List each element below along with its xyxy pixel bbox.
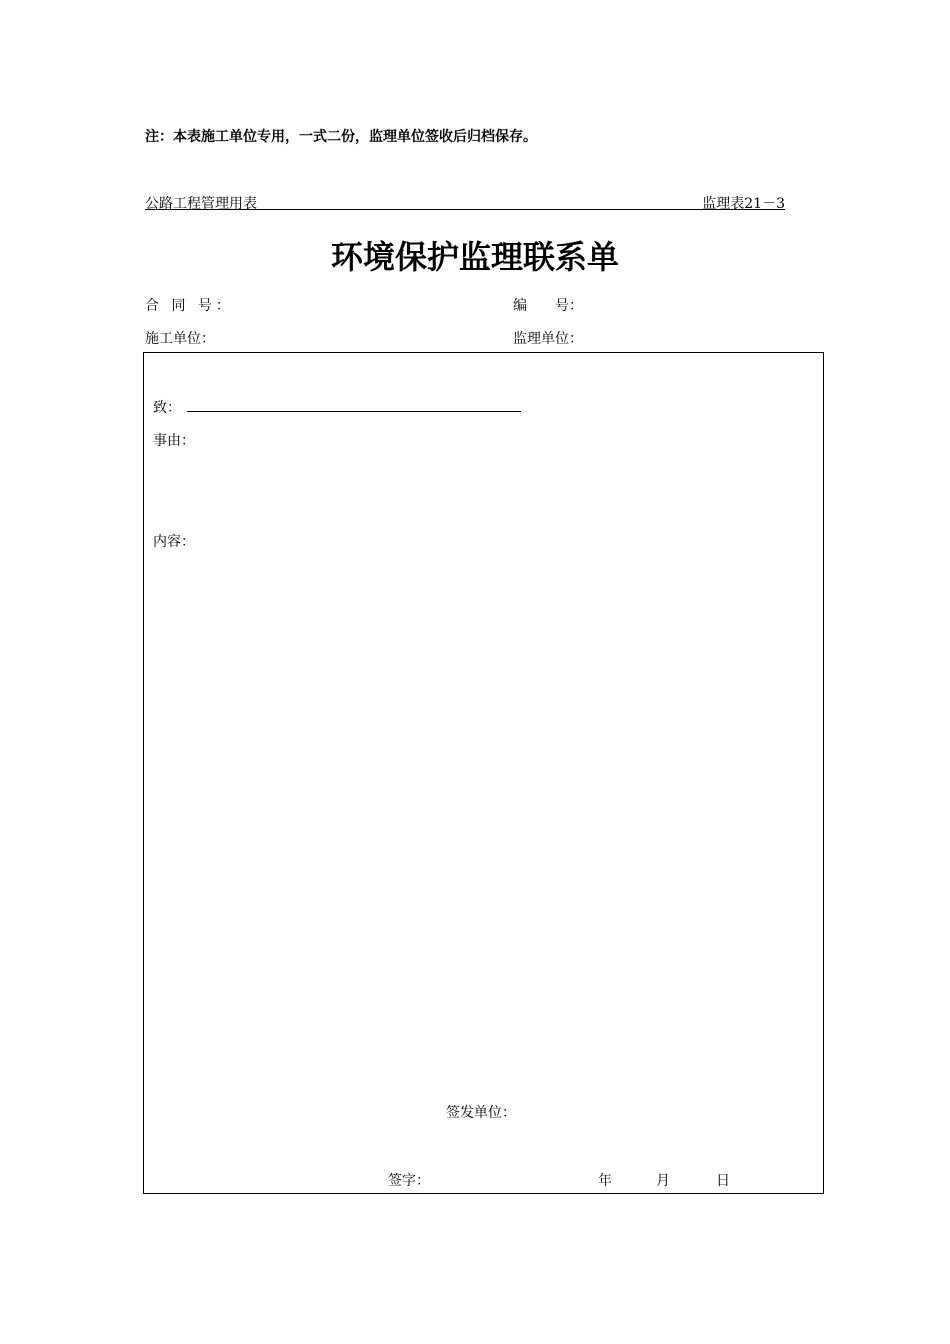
page-title: 环境保护监理联系单 [330,238,619,276]
recipient-label: 致： [153,400,181,416]
reason-label: 事由： [153,433,195,449]
recipient-input-line[interactable] [187,411,521,412]
header-rule [145,209,785,210]
form-note: 注：本表施工单位专用，一式二份，监理单位签收后归档保存。 [145,129,537,145]
serial-number-label: 编 号： [513,298,583,314]
header-form-code: 监理表21－3 [702,196,785,212]
date-day-label: 日 [716,1173,730,1189]
contract-number-label: 合 同 号： [145,298,234,314]
contractor-label: 施工单位： [145,331,215,347]
content-label: 内容： [153,534,195,550]
supervisor-label: 监理单位： [513,331,583,347]
date-month-label: 月 [656,1173,670,1189]
issuer-label: 签发单位： [446,1105,516,1121]
date-year-label: 年 [598,1173,612,1189]
form-body-box [143,352,824,1194]
header-category: 公路工程管理用表 [145,196,257,212]
signature-label: 签字： [388,1173,430,1189]
